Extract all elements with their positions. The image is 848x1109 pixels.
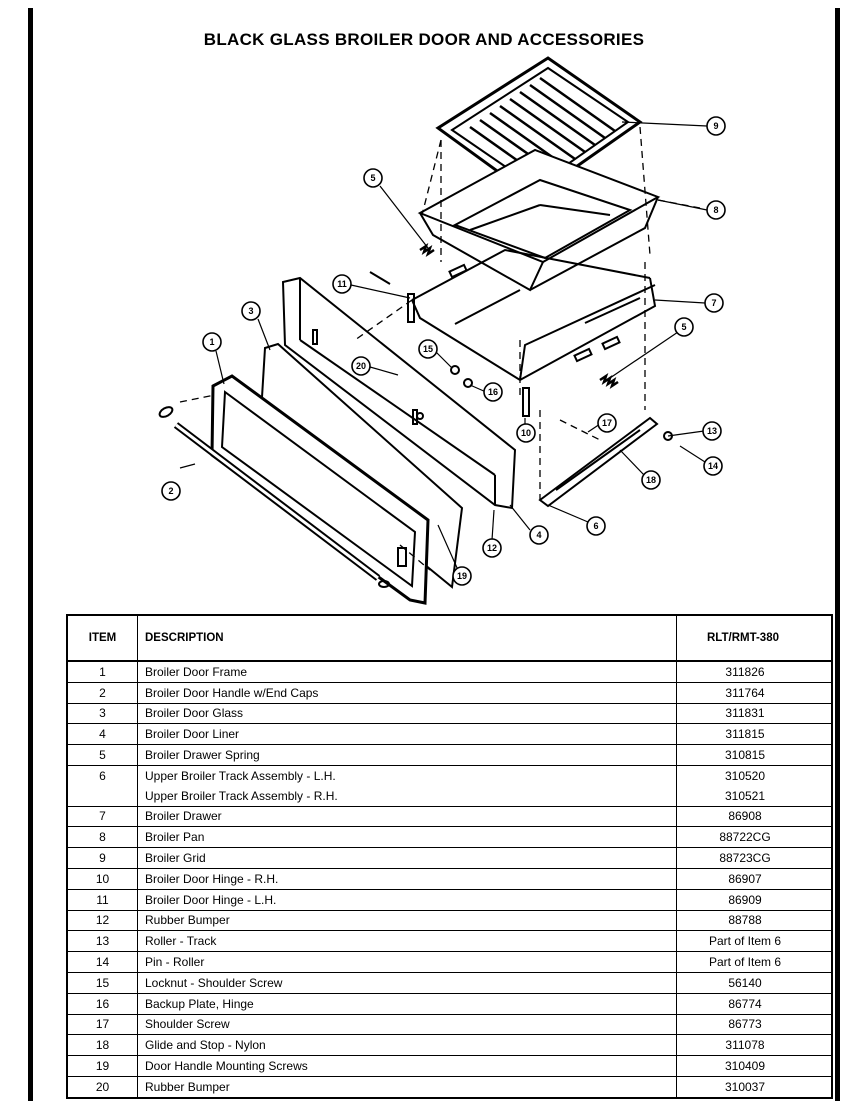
row-item: 18	[67, 1035, 138, 1056]
row-item: 19	[67, 1056, 138, 1077]
row-part: 88723CG	[677, 848, 833, 869]
svg-text:14: 14	[707, 461, 719, 471]
table-row	[67, 910, 832, 931]
table-row	[67, 1014, 832, 1035]
row-part: 56140	[677, 972, 833, 993]
row-description: Roller - Track	[138, 931, 677, 952]
svg-text:13: 13	[706, 426, 718, 436]
table-row	[67, 745, 832, 766]
row-item: 16	[67, 993, 138, 1014]
svg-text:11: 11	[337, 279, 347, 289]
callout-4	[530, 526, 548, 544]
callout-9	[707, 117, 725, 135]
table-row	[67, 703, 832, 724]
svg-text:17: 17	[601, 418, 613, 428]
row-description: Rubber Bumper	[138, 1076, 677, 1097]
row-description: Broiler Door Liner	[138, 724, 677, 745]
table-row	[67, 1076, 832, 1097]
row-description: Broiler Door Glass	[138, 703, 677, 724]
parts-table	[66, 614, 833, 1099]
row-item: 2	[67, 682, 138, 703]
table-row	[67, 806, 832, 827]
callout-5-lower	[675, 318, 693, 336]
row-part: Part of Item 6	[677, 931, 833, 952]
row-description: Broiler Drawer Spring	[138, 745, 677, 766]
table-row	[67, 848, 832, 869]
row-part: 311815	[677, 724, 833, 745]
row-item: 5	[67, 745, 138, 766]
table-row	[67, 952, 832, 973]
row-description: Broiler Door Hinge - R.H.	[138, 868, 677, 889]
row-description: Broiler Grid	[138, 848, 677, 869]
callout-5-upper	[364, 169, 382, 187]
row-description: Broiler Pan	[138, 827, 677, 848]
callout-2	[162, 482, 180, 500]
svg-text:12: 12	[486, 543, 498, 553]
row-item: 8	[67, 827, 138, 848]
broiler-drawer-drawing	[412, 250, 655, 380]
row-description: Broiler Drawer	[138, 806, 677, 827]
svg-text:8: 8	[713, 205, 719, 215]
svg-text:5: 5	[370, 173, 376, 183]
callout-8	[707, 201, 725, 219]
row-item: 3	[67, 703, 138, 724]
row-description: Rubber Bumper	[138, 910, 677, 931]
callout-13	[703, 422, 721, 440]
svg-text:5: 5	[681, 322, 687, 332]
row-item: 15	[67, 972, 138, 993]
header-part-number: RLT/RMT-380	[677, 615, 833, 661]
table-row	[67, 931, 832, 952]
callout-19	[453, 567, 471, 585]
row-item	[67, 786, 138, 806]
header-item: ITEM	[67, 615, 138, 661]
row-part: 88788	[677, 910, 833, 931]
svg-text:1: 1	[209, 337, 215, 347]
callout-1	[203, 333, 221, 351]
row-description: Locknut - Shoulder Screw	[138, 972, 677, 993]
row-part: 310409	[677, 1056, 833, 1077]
callout-6	[587, 517, 605, 535]
row-item: 1	[67, 661, 138, 682]
table-row	[67, 868, 832, 889]
row-part: 311826	[677, 661, 833, 682]
row-part: 86908	[677, 806, 833, 827]
callout-3	[242, 302, 260, 320]
row-item: 14	[67, 952, 138, 973]
svg-text:20: 20	[355, 361, 367, 371]
svg-text:9: 9	[713, 121, 719, 131]
row-item: 10	[67, 868, 138, 889]
svg-text:3: 3	[248, 306, 254, 316]
svg-text:19: 19	[456, 571, 468, 581]
table-row	[67, 724, 832, 745]
callout-14	[704, 457, 722, 475]
row-part: Part of Item 6	[677, 952, 833, 973]
callout-16	[484, 383, 502, 401]
table-row	[67, 682, 832, 703]
row-description: Upper Broiler Track Assembly - R.H.	[138, 786, 677, 806]
svg-text:6: 6	[593, 521, 599, 531]
table-row	[67, 827, 832, 848]
row-part: 86909	[677, 889, 833, 910]
header-description: DESCRIPTION	[138, 615, 677, 661]
svg-text:7: 7	[711, 298, 717, 308]
svg-text:2: 2	[168, 486, 174, 496]
callout-7	[705, 294, 723, 312]
row-part: 86907	[677, 868, 833, 889]
callout-18	[642, 471, 660, 489]
table-row	[67, 786, 832, 806]
row-item: 20	[67, 1076, 138, 1097]
table-row	[67, 993, 832, 1014]
row-item: 7	[67, 806, 138, 827]
row-description: Shoulder Screw	[138, 1014, 677, 1035]
callout-20	[352, 357, 370, 375]
row-description: Backup Plate, Hinge	[138, 993, 677, 1014]
row-description: Broiler Door Handle w/End Caps	[138, 682, 677, 703]
callout-11	[333, 275, 351, 293]
row-item: 13	[67, 931, 138, 952]
table-row	[67, 889, 832, 910]
table-row	[67, 1035, 832, 1056]
row-item: 4	[67, 724, 138, 745]
row-description: Broiler Door Frame	[138, 661, 677, 682]
callout-15	[419, 340, 437, 358]
callout-12	[483, 539, 501, 557]
row-part: 310521	[677, 786, 833, 806]
row-part: 310037	[677, 1076, 833, 1097]
row-item: 6	[67, 765, 138, 785]
row-part: 311831	[677, 703, 833, 724]
svg-text:4: 4	[536, 530, 542, 540]
table-header-row	[67, 615, 832, 661]
table-row	[67, 972, 832, 993]
table-row	[67, 765, 832, 785]
row-description: Broiler Door Hinge - L.H.	[138, 889, 677, 910]
row-description: Glide and Stop - Nylon	[138, 1035, 677, 1056]
row-item: 9	[67, 848, 138, 869]
row-part: 86773	[677, 1014, 833, 1035]
row-part: 310520	[677, 765, 833, 785]
svg-text:18: 18	[645, 475, 657, 485]
callout-10	[517, 424, 535, 442]
row-description: Door Handle Mounting Screws	[138, 1056, 677, 1077]
row-part: 311078	[677, 1035, 833, 1056]
row-part: 86774	[677, 993, 833, 1014]
row-description: Upper Broiler Track Assembly - L.H.	[138, 765, 677, 785]
row-item: 17	[67, 1014, 138, 1035]
row-item: 11	[67, 889, 138, 910]
row-part: 88722CG	[677, 827, 833, 848]
svg-text:10: 10	[520, 428, 532, 438]
table-row	[67, 1056, 832, 1077]
svg-text:16: 16	[487, 387, 499, 397]
page-title: BLACK GLASS BROILER DOOR AND ACCESSORIES	[203, 30, 645, 49]
row-part: 311764	[677, 682, 833, 703]
callout-17	[598, 414, 616, 432]
row-part: 310815	[677, 745, 833, 766]
svg-text:15: 15	[422, 344, 434, 354]
row-item: 12	[67, 910, 138, 931]
row-description: Pin - Roller	[138, 952, 677, 973]
table-row	[67, 661, 832, 682]
